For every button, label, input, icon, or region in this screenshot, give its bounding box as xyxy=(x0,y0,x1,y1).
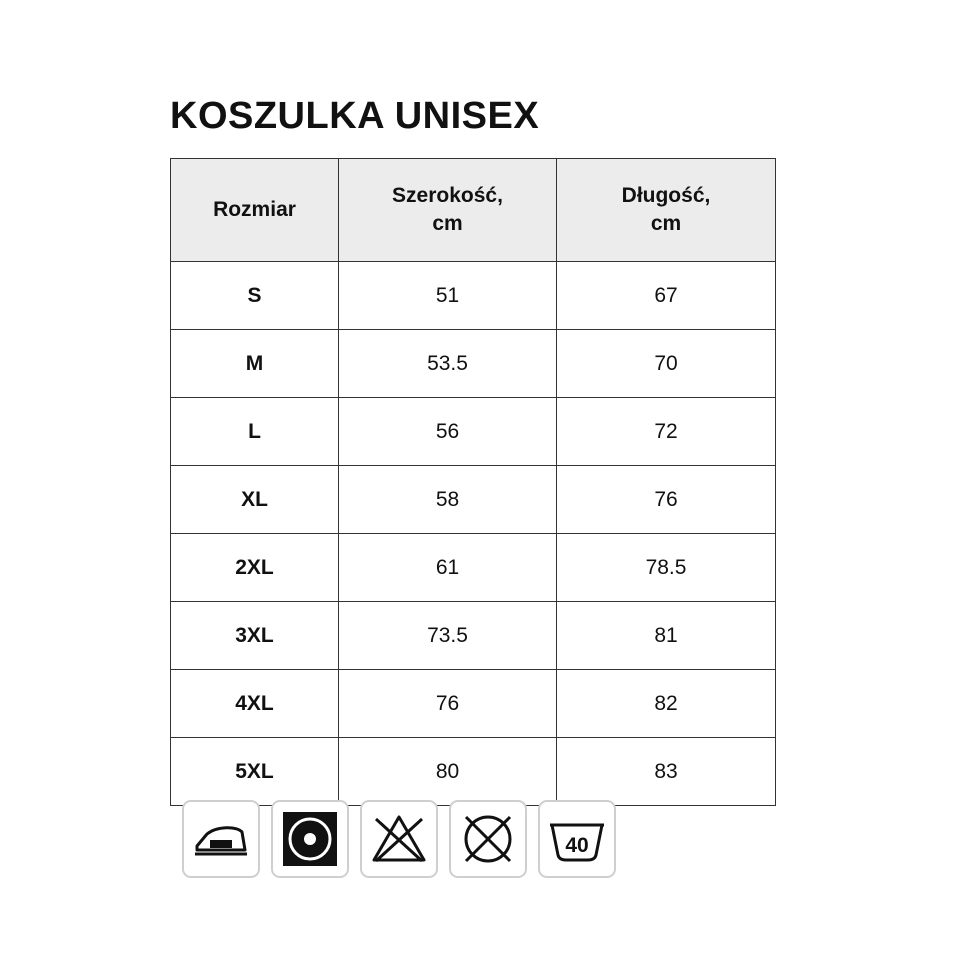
column-header-size xyxy=(171,159,339,262)
table-body xyxy=(171,262,776,806)
cell-length: 76 xyxy=(557,466,776,534)
table-row xyxy=(171,262,776,330)
cell-length: 83 xyxy=(557,738,776,806)
page-title: KOSZULKA UNISEX xyxy=(170,95,540,137)
table-row xyxy=(171,330,776,398)
column-header-width xyxy=(339,159,557,262)
cell-length: 82 xyxy=(557,670,776,738)
cell-size: M xyxy=(171,330,339,398)
cell-size: XL xyxy=(171,466,339,534)
table-row xyxy=(171,534,776,602)
cell-width: 58 xyxy=(339,466,557,534)
cell-length: 70 xyxy=(557,330,776,398)
cell-width: 76 xyxy=(339,670,557,738)
table-row xyxy=(171,670,776,738)
do-not-bleach-icon xyxy=(360,800,438,878)
tumble-dry-icon xyxy=(271,800,349,878)
cell-size: 4XL xyxy=(171,670,339,738)
table-row xyxy=(171,466,776,534)
column-header-width-line1: Szerokość, xyxy=(392,183,503,207)
cell-size: 5XL xyxy=(171,738,339,806)
column-header-length-line2: cm xyxy=(650,212,682,235)
cell-size: L xyxy=(171,398,339,466)
column-header-length xyxy=(557,159,776,262)
cell-size: 2XL xyxy=(171,534,339,602)
cell-length: 81 xyxy=(557,602,776,670)
cell-size: 3XL xyxy=(171,602,339,670)
table-row xyxy=(171,398,776,466)
table-header xyxy=(171,159,776,262)
cell-width: 53.5 xyxy=(339,330,557,398)
cell-width: 73.5 xyxy=(339,602,557,670)
cell-width: 51 xyxy=(339,262,557,330)
cell-width: 61 xyxy=(339,534,557,602)
wash-temperature-label: 40 xyxy=(565,834,589,857)
column-header-width-line2: cm xyxy=(432,212,463,235)
care-symbols-row xyxy=(182,800,616,878)
column-header-length-line1: Długość, xyxy=(621,183,711,207)
cell-width: 56 xyxy=(339,398,557,466)
cell-length: 78.5 xyxy=(557,534,776,602)
cell-width: 80 xyxy=(339,738,557,806)
cell-length: 67 xyxy=(557,262,776,330)
table-header-row xyxy=(171,159,776,262)
table-row xyxy=(171,602,776,670)
wash-40-icon xyxy=(538,800,616,878)
cell-length: 72 xyxy=(557,398,776,466)
do-not-dry-clean-icon xyxy=(449,800,527,878)
size-table xyxy=(170,158,776,806)
table-row xyxy=(171,738,776,806)
iron-icon xyxy=(182,800,260,878)
column-header-size-line1: Rozmiar xyxy=(213,197,296,221)
cell-size: S xyxy=(171,262,339,330)
